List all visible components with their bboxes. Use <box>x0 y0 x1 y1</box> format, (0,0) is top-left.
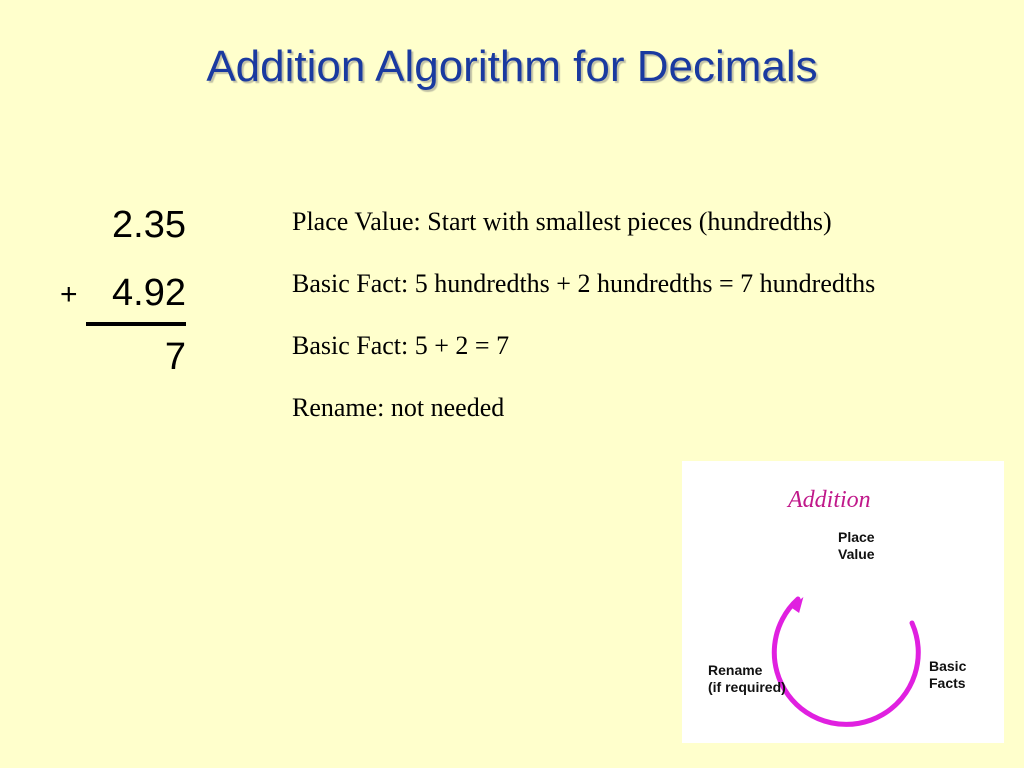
label-rename: Rename (if required) <box>708 662 786 695</box>
slide-title: Addition Algorithm for Decimals <box>206 42 818 91</box>
addition-cycle-diagram <box>682 461 1004 743</box>
step-basic-fact: Basic Fact: 5 + 2 = 7 <box>292 331 510 360</box>
sum-line <box>86 322 186 326</box>
addend-2: 4.92 <box>112 272 186 314</box>
label-place-value: Place Value <box>838 529 875 562</box>
plus-sign: + <box>60 278 78 311</box>
sum-result: 7 <box>164 336 186 378</box>
step-basic-fact-hundredths: Basic Fact: 5 hundredths + 2 hundredths = 7 hundredths <box>292 269 876 298</box>
step-place-value: Place Value: Start with smallest pieces (hundredths) <box>292 207 832 236</box>
label-basic-facts: Basic Facts <box>929 658 967 691</box>
step-explanations <box>292 204 932 452</box>
step-rename: Rename: not needed <box>292 393 505 422</box>
addend-1: 2.35 <box>112 204 186 246</box>
diagram-title: Addition <box>788 487 871 513</box>
